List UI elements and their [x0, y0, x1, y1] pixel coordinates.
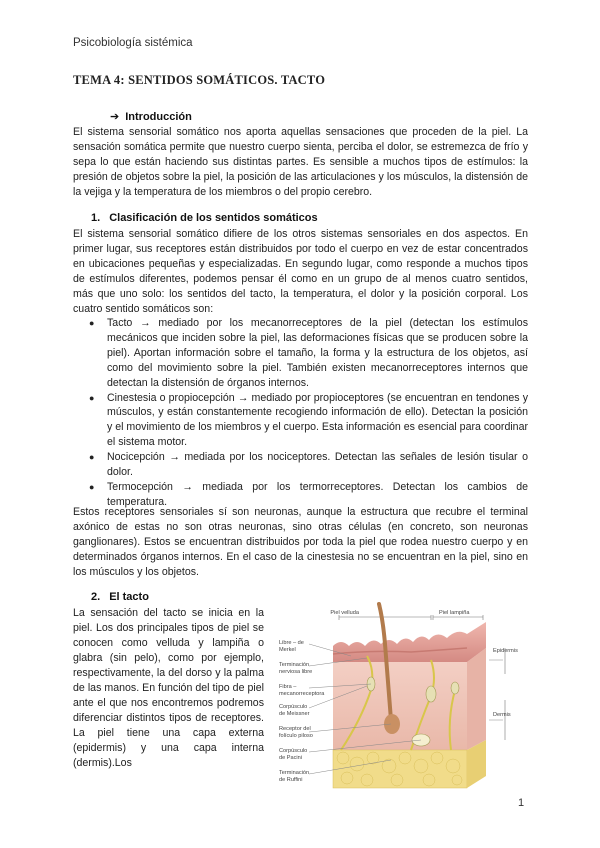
list-item-text: Cinestesia o propiocepción → mediado por propioceptores (se encuentran en tendones y músculos, y están constantemente recogiendo información de ello). Detectan la posición y el movimiento de los miembros y el cuerpo. Esta información es esencial para coordinar el sistema motor.	[107, 391, 528, 449]
bullet-icon: ●	[89, 481, 95, 492]
running-header: Psicobiología sistémica	[73, 37, 193, 49]
label-hair-follicle-receptor: Receptor del folículo piloso	[279, 726, 313, 739]
label-glabrous-skin: Piel lampiña	[439, 610, 470, 616]
dermis-layer	[333, 662, 467, 750]
list-item	[73, 316, 528, 391]
intro-paragraph: El sistema sensorial somático nos aporta aquellas sensaciones que proceden de la piel. La sensación somática permite que nuestro cuerpo sienta, perciba el dolor, se estremezca de frío y sepa lo que están haciendo sus distintas partes. Es sensible a muchos tipos de estímulos: la presión de objetos sobre la piel, la posición de las articulaciones y los músculos, la distensión de la vejiga y la temperatura de los miembros o del propio cerebro.	[73, 126, 528, 198]
section1-heading-text: Clasificación de los sentidos somáticos	[109, 212, 318, 224]
section2-paragraph: La sensación del tacto se inicia en la piel. Los dos principales tipos de piel se conocen como velluda y lampiña o glabra (sin pelo), como por ejemplo, respectivamente, la del dorso y la palma de las manos. En función del tipo de piel ante el que nos encontremos podremos diferenciar distintos tipos de receptores. La piel tiene una capa externa (epidermis) y una capa interna (dermis).Los	[73, 607, 264, 769]
section1-number: 1.	[91, 212, 101, 224]
arrow-icon: ➔	[110, 111, 120, 123]
senses-list	[73, 316, 528, 510]
label-meissner: Corpúsculo de Meissner	[279, 704, 310, 717]
intro-heading	[110, 110, 192, 123]
label-pacini: Corpúsculo de Pacini	[279, 748, 308, 761]
label-dermis: Dermis	[493, 712, 511, 718]
bullet-icon: ●	[89, 318, 95, 328]
label-mechanoreceptor-fiber: Fibra – mecanorreceptora	[279, 684, 325, 697]
section2-number: 2.	[91, 591, 101, 603]
label-hairy-skin: Piel velluda	[330, 610, 359, 616]
section1-heading	[91, 212, 318, 224]
section2-heading-text: El tacto	[109, 591, 149, 603]
intro-heading-text: Introducción	[125, 111, 192, 123]
label-merkel: Libre – de Merkel	[279, 640, 304, 653]
epidermis-layer	[333, 622, 486, 662]
label-epidermis: Epidermis	[493, 648, 518, 654]
section2-heading	[91, 591, 149, 603]
list-item	[73, 450, 528, 480]
page-number: 1	[518, 797, 525, 809]
list-item-text: Tacto → mediado por los mecanorreceptores de la piel (detectan los estímulos mecánicos que inciden sobre la piel, las deformaciones físicas que se producen sobre la piel). Aportan información sobre el tamaño, la forma y la estructura de los objetos, así como del movimiento sobre la piel. También existen mecanorreceptores internos que detectan la distensión de órganos internos.	[107, 317, 528, 389]
fat-layer	[333, 750, 467, 788]
skin-diagram	[271, 600, 528, 790]
list-item	[73, 391, 528, 451]
section1-paragraph: El sistema sensorial somático difiere de los otros sistemas sensoriales en dos aspectos. En primer lugar, sus receptores están distribuidos por todo el cuerpo en vez de estar concentrados en ubicaciones pequeñas y especializadas. En segundo lugar, como responde a muchos tipos de estímulos diferentes, podemos pensar él como en un grupo de al menos cuatro sentidos, más que uno solo: los sentidos del tacto, la temperatura, el dolor y la posición corporal. Los cuatro sentido somáticos son:	[73, 228, 528, 315]
list-item-text: Nocicepción → mediada por los nociceptores. Detectan las señales de lesión tisular o dolor.	[107, 451, 528, 479]
label-free-nerve-ending: Terminación nerviosa libre	[279, 662, 313, 675]
label-ruffini: Terminación de Ruffini	[279, 770, 310, 783]
block-side-face	[467, 648, 486, 750]
bullet-icon: ●	[89, 452, 95, 463]
bullet-icon: ●	[89, 392, 95, 403]
section1-closing-paragraph: Estos receptores sensoriales sí son neuronas, aunque la estructura que recubre el terminal axónico de estas no son otras neuronas, sino otras células (en concreto, son neuronas ganglionares). Estos se encuentran distribuidos por toda la piel que rodea nuestro cuerpo y en determinados órganos internos. En el caso de la cinestesia no se encuentran en la piel, sino en los músculos y los objetos.	[73, 506, 528, 578]
page-title: TEMA 4: SENTIDOS SOMÁTICOS. TACTO	[73, 73, 326, 87]
list-item-text: Termocepción → mediada por los termorreceptores. Detectan los cambios de temperatura.	[107, 480, 528, 508]
